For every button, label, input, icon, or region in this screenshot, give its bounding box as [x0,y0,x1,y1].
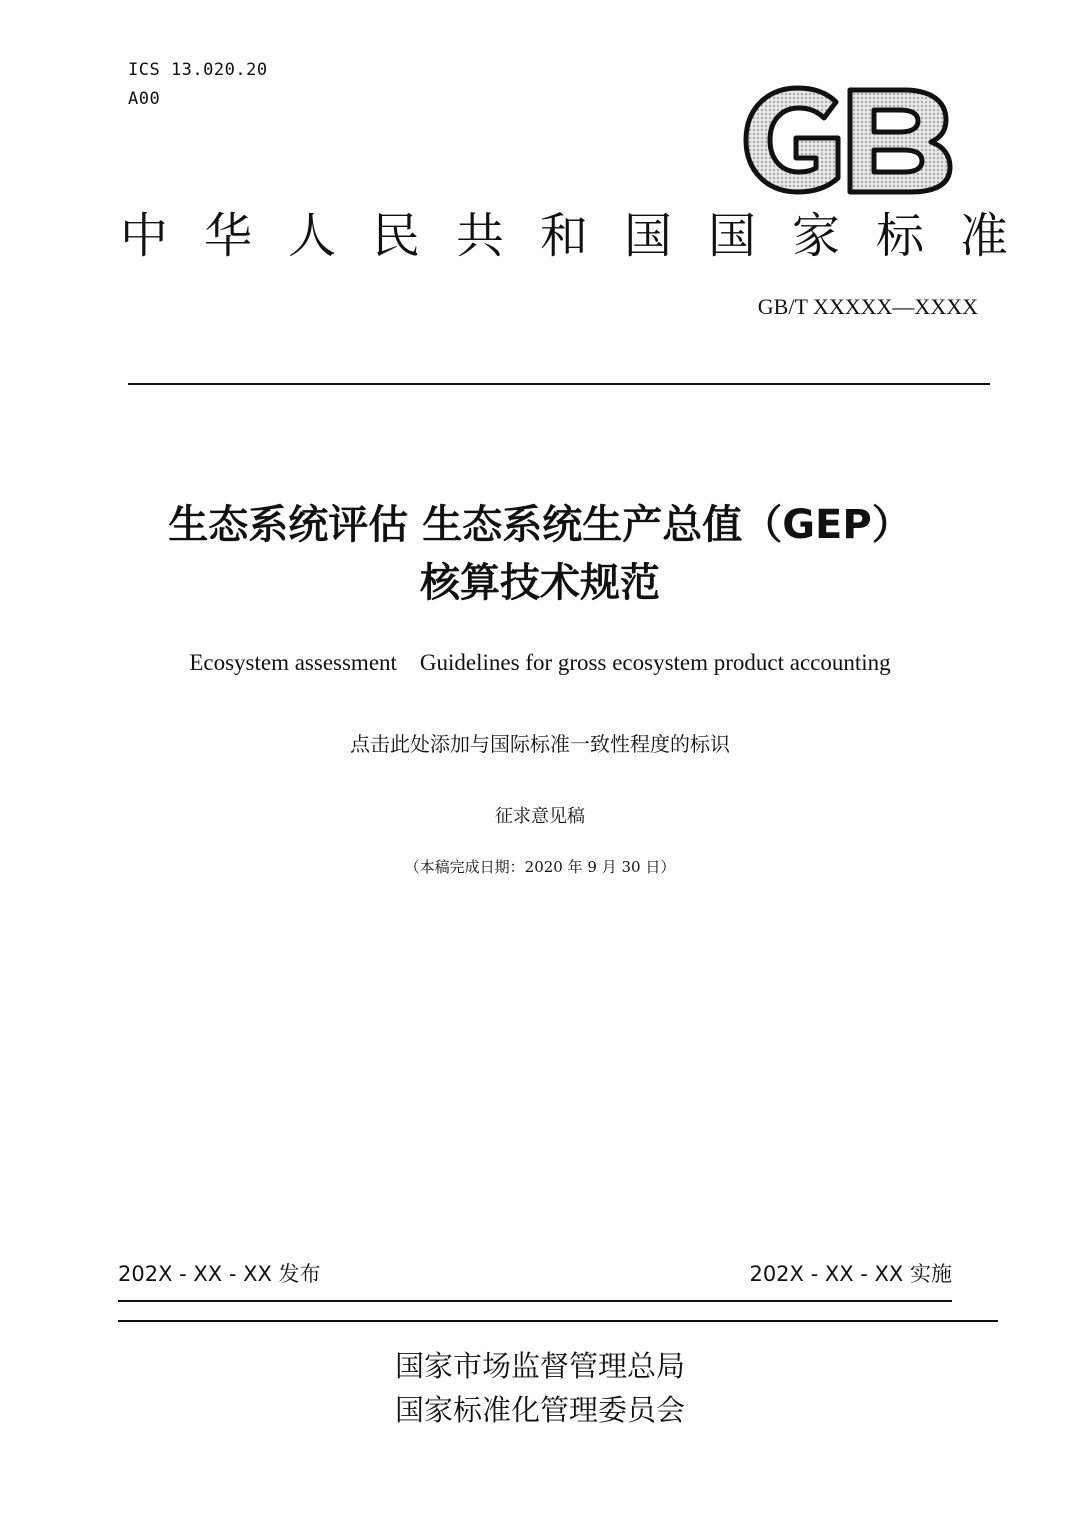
draft-type: 征求意见稿 [495,806,585,827]
gb-logo [740,84,955,196]
issuer-line2: 国家标准化管理委员会 [394,1393,685,1427]
ics-code: ICS 13.020.20 [128,60,268,80]
title-cn-line1: 生态系统评估 生态系统生产总值（GEP） [168,502,912,548]
publish-date: 202X - XX - XX 发布 [118,1262,321,1286]
document-title-en: Ecosystem assessment Guidelines for gross ecosystem product accounting [189,650,891,675]
implement-date: 202X - XX - XX 实施 [749,1262,952,1286]
title-cn-line2: 核算技术规范 [420,560,660,606]
document-title-cn [0,496,1080,612]
gb-logo-icon [740,84,955,196]
draft-completion-date: （本稿完成日期：2020 年 9 月 30 日） [404,858,676,876]
classification-codes [128,56,268,114]
standard-number: GB/T XXXXX—XXXX [757,294,978,319]
category-code: A00 [128,89,161,109]
header-divider [128,383,990,385]
consistency-note: 点击此处添加与国际标准一致性程度的标识 [350,732,730,756]
issuer-line1: 国家市场监督管理总局 [394,1349,685,1383]
footer-divider [118,1320,998,1322]
dates-divider [118,1300,952,1302]
issuing-authorities [0,1344,1080,1432]
national-standard-title: 中华人民共和国国家标准 [120,208,1045,264]
